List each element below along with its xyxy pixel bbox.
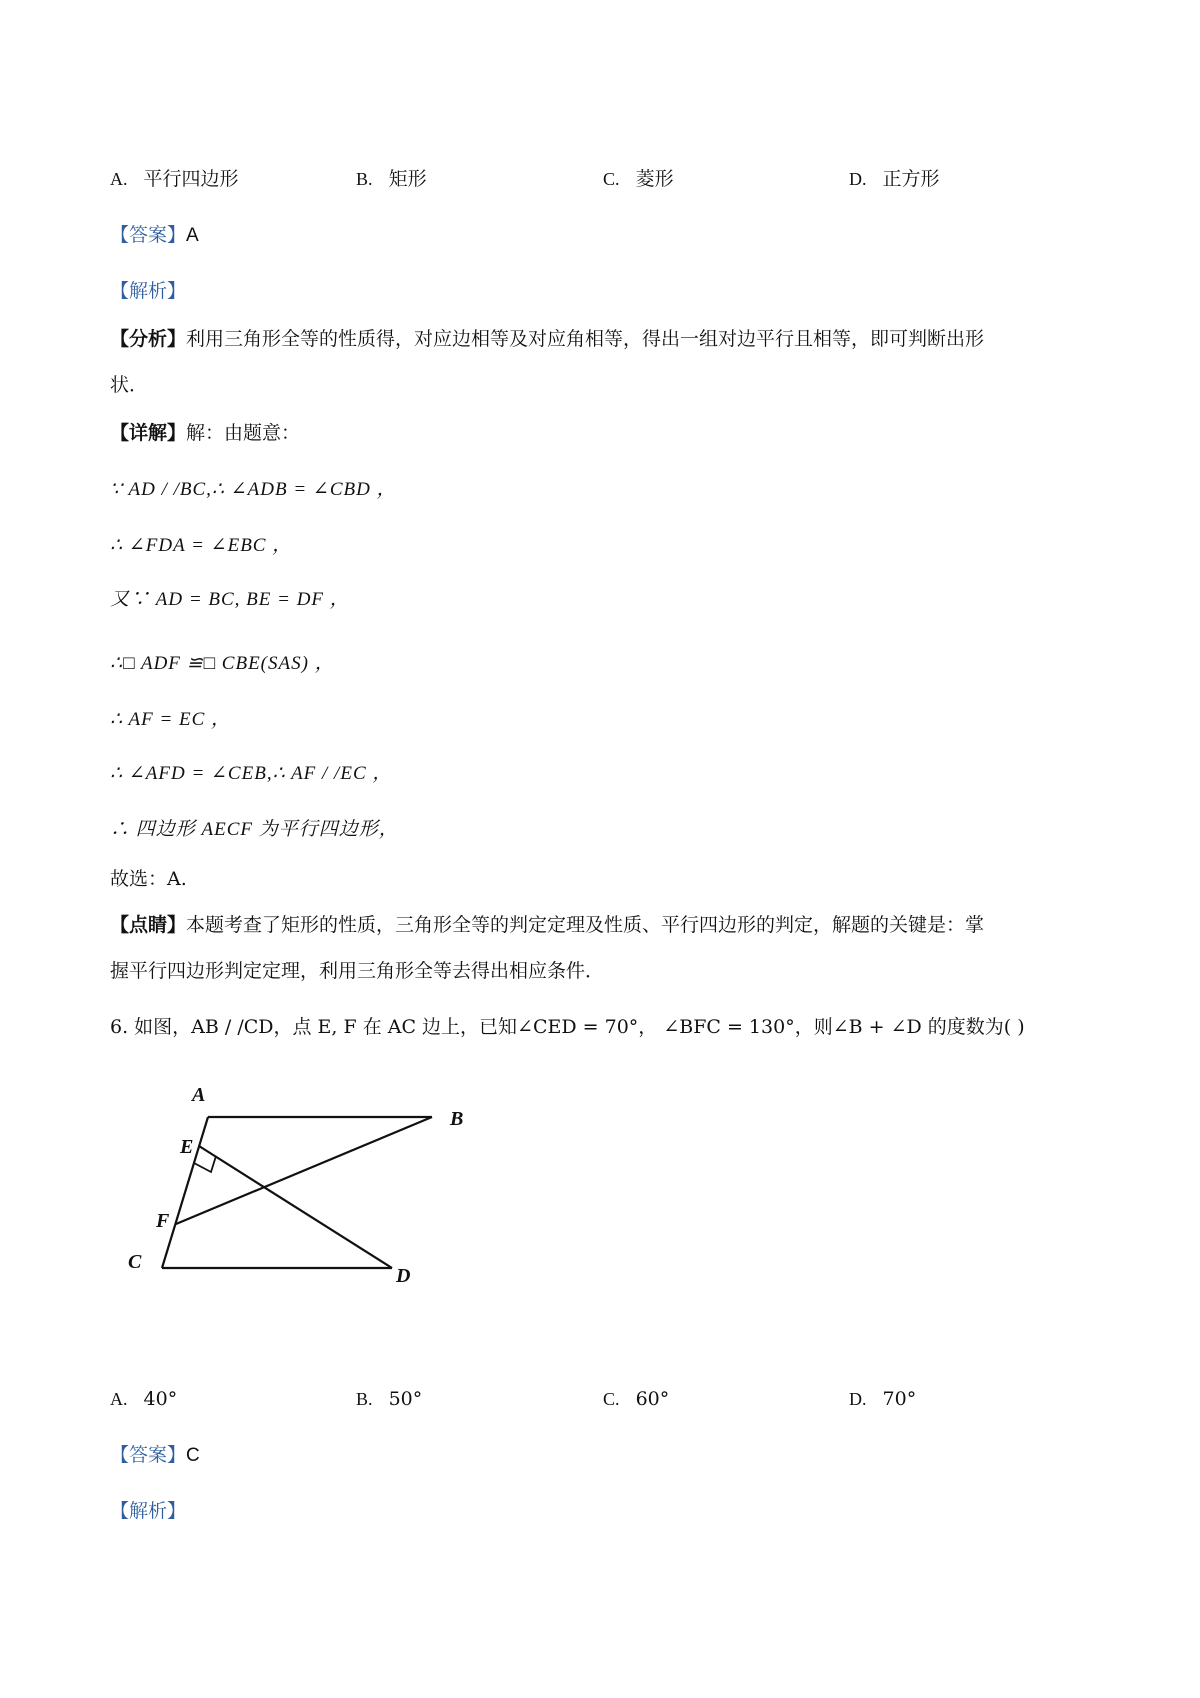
q5-option-b xyxy=(356,166,427,192)
q5-answer xyxy=(110,222,199,249)
solution-step: 故选：A. xyxy=(110,868,187,890)
solution-step: ∴ 四边形 AECF 为平行四边形， xyxy=(110,819,399,840)
q6-option-b xyxy=(356,1386,422,1412)
q6-answer xyxy=(110,1442,200,1469)
q6-geometry-figure xyxy=(110,1070,490,1290)
answer-value: A xyxy=(186,225,199,246)
q6-option-d xyxy=(849,1386,916,1412)
q6-analysis-tag: 【解析】 xyxy=(110,1500,187,1522)
option-text: 正方形 xyxy=(882,168,940,190)
segment-fb xyxy=(176,1117,432,1224)
option-letter: A. xyxy=(110,1389,128,1409)
option-letter: B. xyxy=(356,1389,373,1409)
option-text: 平行四边形 xyxy=(143,168,239,190)
label-e: E xyxy=(180,1136,194,1158)
option-letter: A. xyxy=(110,169,128,189)
answer-tag: 【答案】 xyxy=(110,1444,187,1466)
solution-step: ∴ ∠AFD = ∠CEB,∴ AF / /EC ， xyxy=(110,763,393,784)
solution-step: ∴ ∠FDA = ∠EBC ， xyxy=(110,535,293,556)
fenxi-text: 利用三角形全等的性质得，对应边相等及对应角相等，得出一组对边平行且相等，即可判断出形 xyxy=(186,328,985,350)
xiangjie-text: 解：由题意： xyxy=(186,422,301,444)
q5-option-a xyxy=(110,166,239,192)
label-f: F xyxy=(156,1210,170,1232)
q5-xiangjie xyxy=(110,420,300,446)
option-letter: C. xyxy=(603,169,620,189)
answer-tag: 【答案】 xyxy=(110,224,187,246)
q5-option-c xyxy=(603,166,674,192)
q5-fenxi-line2: 状． xyxy=(110,374,149,396)
dianjing-tag: 【点睛】 xyxy=(110,914,187,936)
option-text: 40° xyxy=(143,1388,178,1410)
solution-step: ∴□ ADF ≌□ CBE(SAS) ， xyxy=(110,653,335,674)
q6-question: 6. 如图，AB / /CD，点 E, F 在 AC 边上，已知∠CED = 70°， ∠BFC = 130°，则∠B + ∠D 的度数为( ) xyxy=(110,1016,1025,1038)
solution-step: 又∵ AD = BC, BE = DF ， xyxy=(110,589,350,610)
right-angle-mark xyxy=(194,1156,216,1172)
option-letter: D. xyxy=(849,1389,867,1409)
option-text: 菱形 xyxy=(635,168,674,190)
solution-step: ∵ AD / /BC,∴ ∠ADB = ∠CBD ， xyxy=(110,479,397,500)
dianjing-text: 本题考查了矩形的性质，三角形全等的判定定理及性质、平行四边形的判定，解题的关键是：掌 xyxy=(186,914,985,936)
option-text: 50° xyxy=(388,1388,423,1410)
option-text: 60° xyxy=(635,1388,670,1410)
solution-step: ∴ AF = EC ， xyxy=(110,709,232,730)
q6-option-a xyxy=(110,1386,177,1412)
option-text: 矩形 xyxy=(388,168,427,190)
q5-dianjing-line1 xyxy=(110,912,984,938)
label-c: C xyxy=(128,1251,142,1273)
q5-option-d xyxy=(849,166,940,192)
option-letter: D. xyxy=(849,169,867,189)
q5-analysis-tag: 【解析】 xyxy=(110,280,187,302)
q5-dianjing-line2: 握平行四边形判定定理，利用三角形全等去得出相应条件． xyxy=(110,960,605,982)
label-a: A xyxy=(192,1084,206,1106)
xiangjie-tag: 【详解】 xyxy=(110,422,187,444)
option-text: 70° xyxy=(882,1388,917,1410)
q5-fenxi-line1 xyxy=(110,326,984,352)
option-letter: B. xyxy=(356,169,373,189)
option-letter: C. xyxy=(603,1389,620,1409)
label-b: B xyxy=(450,1108,464,1130)
fenxi-tag: 【分析】 xyxy=(110,328,187,350)
label-d: D xyxy=(396,1265,411,1287)
q6-option-c xyxy=(603,1386,669,1412)
segment-ed xyxy=(199,1146,392,1268)
answer-value: C xyxy=(186,1445,200,1466)
